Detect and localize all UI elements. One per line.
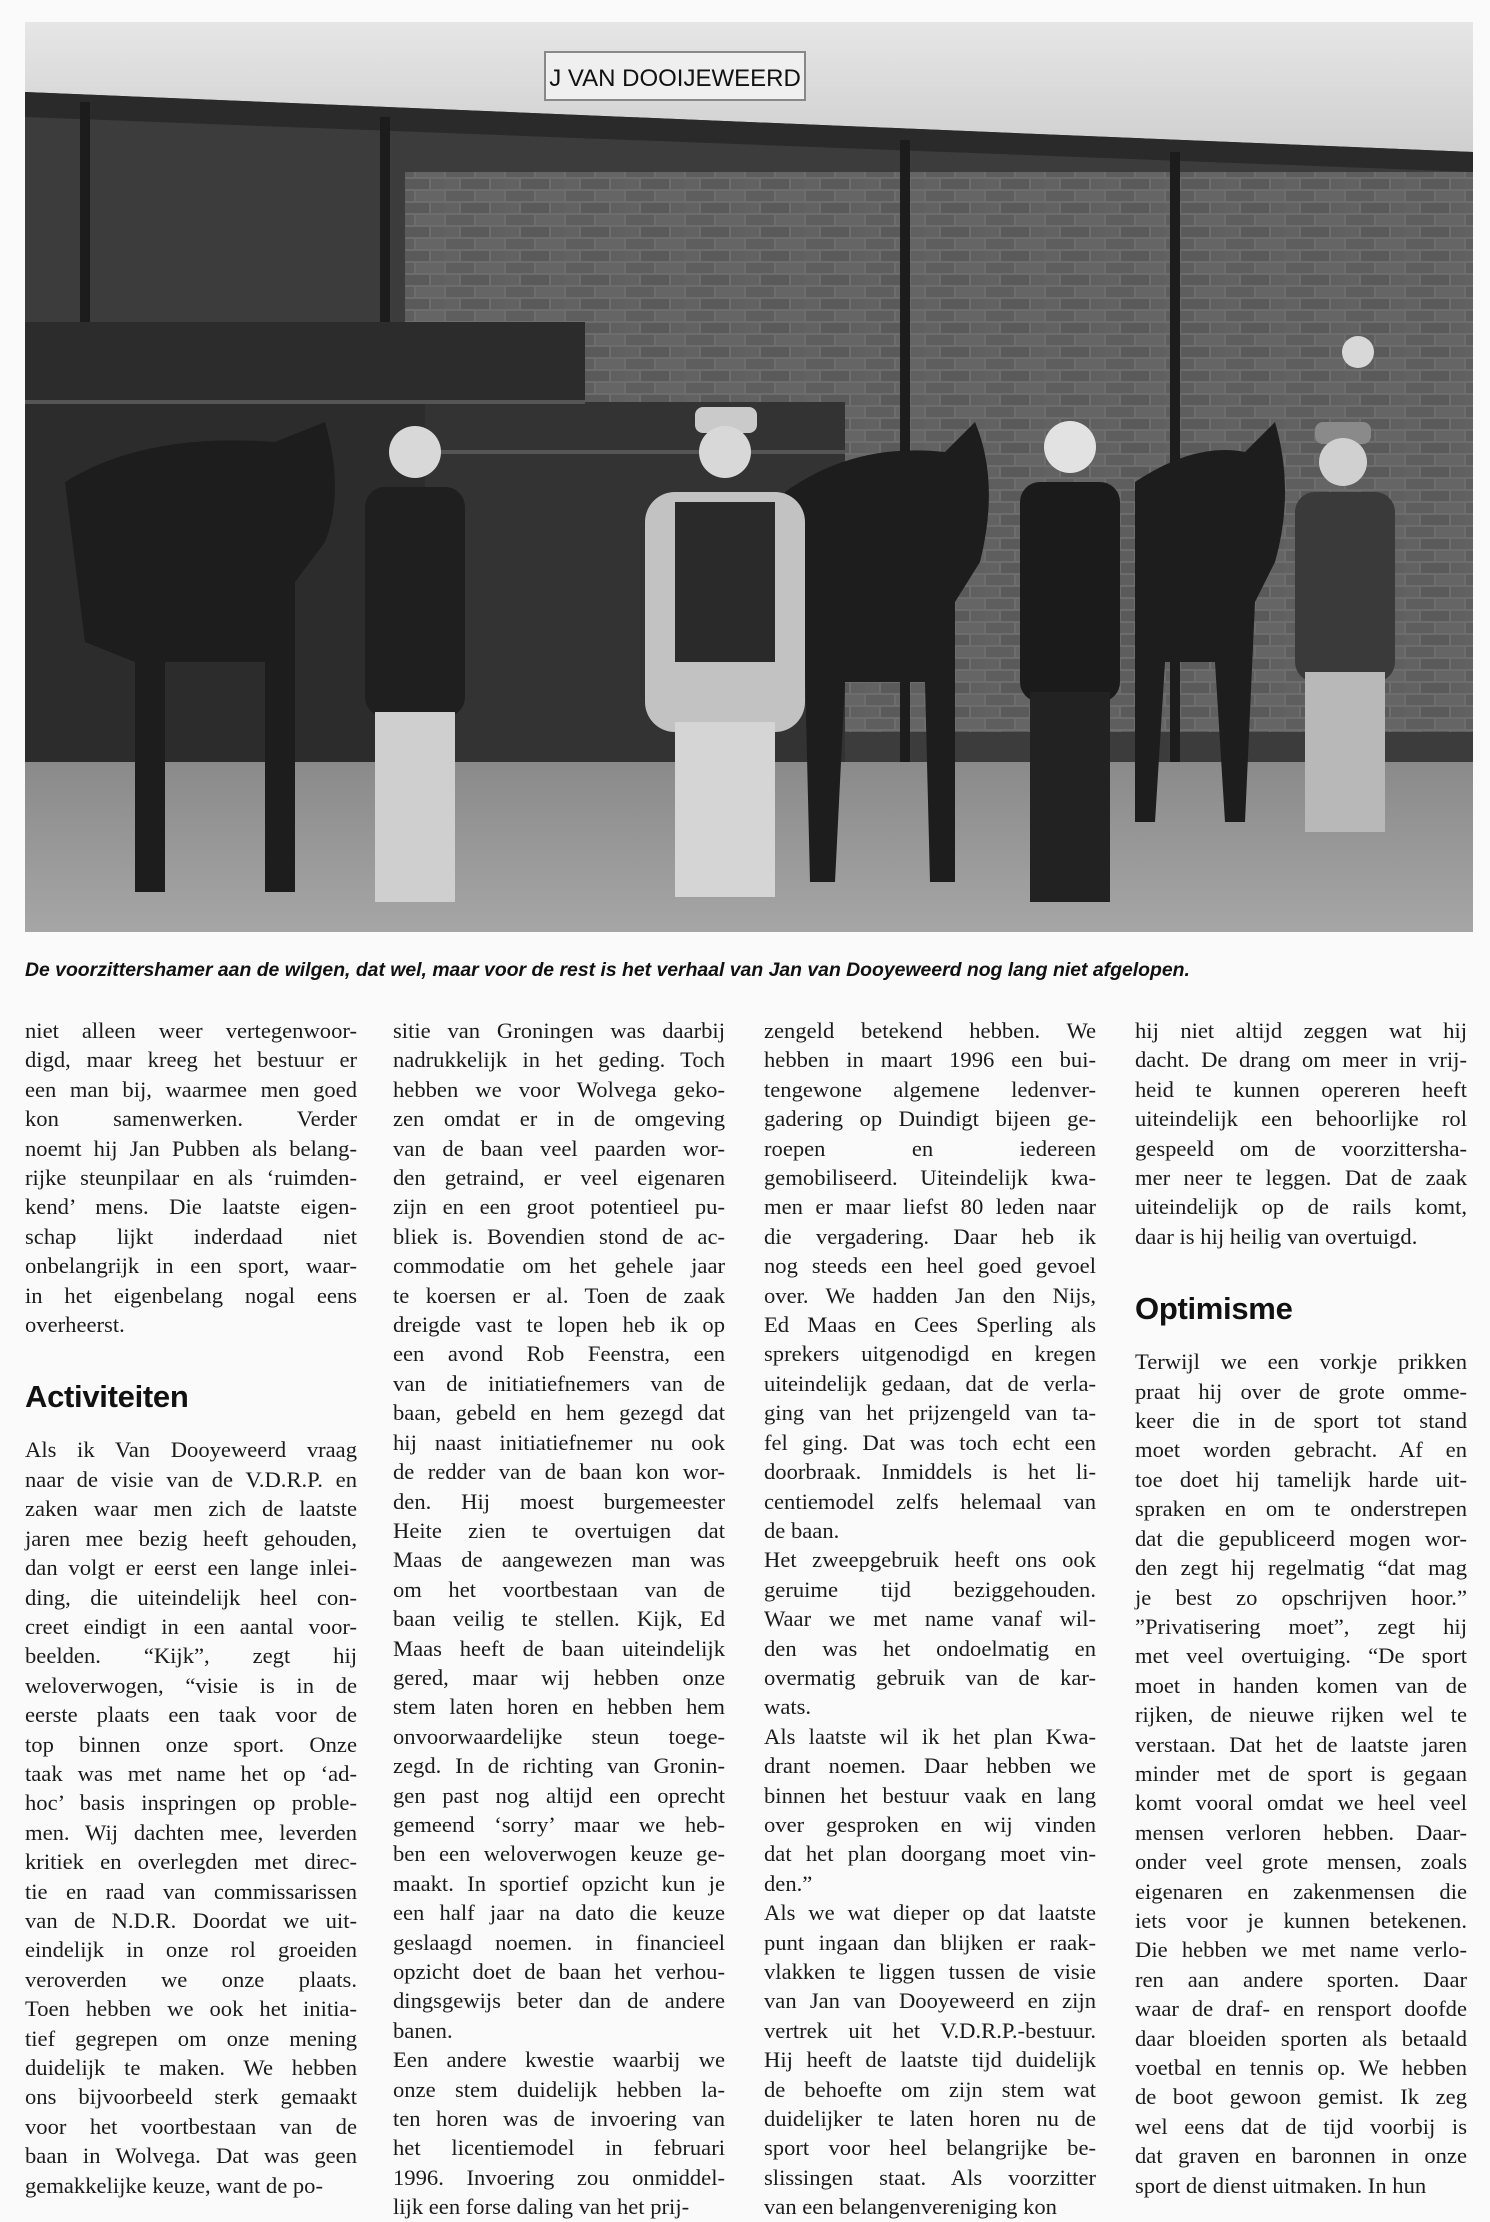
text-line: uiteindelijk op de rails komt, <box>1135 1194 1467 1220</box>
text-line: dat het plan doorgang moet vin- <box>764 1841 1096 1867</box>
text-line: Maas heeft de baan uiteindelijk <box>393 1635 725 1661</box>
text-line: je best zo opschrijven hoor.” <box>1135 1584 1467 1610</box>
text-line: dreigde vast te lopen heb ik op <box>393 1312 725 1338</box>
text-line: doorbraak. Inmiddels is het li- <box>764 1459 1096 1485</box>
text-line: drant noemen. Daar hebben we <box>764 1753 1096 1779</box>
text-line: kon samenwerken. Verder <box>25 1106 357 1132</box>
text-line: 1996. Invoering zou onmiddel- <box>393 2164 725 2190</box>
text-line: sitie van Groningen was daarbij <box>393 1018 725 1043</box>
text-line: sprekers uitgenodigd en kregen <box>764 1341 1096 1367</box>
text-line: nadrukkelijk in het geding. Toch <box>393 1047 725 1073</box>
text-line: van de initiatiefnemers van de <box>393 1370 725 1396</box>
photo-illustration <box>25 22 1473 932</box>
text-column-1 <box>25 1016 357 2200</box>
paragraph <box>764 1016 1096 1545</box>
text-line: fel ging. Dat was toch echt een <box>764 1429 1096 1455</box>
text-line: dan volgt er eerst een lange inlei- <box>25 1555 357 1581</box>
text-line: overmatig gebruik van de kar- <box>764 1664 1096 1690</box>
text-line: stem laten horen en hebben hem <box>393 1694 725 1720</box>
text-line: gemakkelijke keuze, want de po- <box>25 2172 323 2198</box>
text-line: een half jaar na dato die keuze <box>393 1900 725 1926</box>
photo-caption: De voorzittershamer aan de wilgen, dat wel, maar voor de rest is het verhaal van Jan van Dooyeweerd nog lang niet afgelopen. <box>25 959 1190 981</box>
text-line: Als we wat dieper op dat laatste <box>764 1900 1096 1926</box>
text-line: digd, maar kreeg het bestuur er <box>25 1047 357 1073</box>
paragraph <box>764 1722 1096 1898</box>
text-line: de baan. <box>764 1517 840 1543</box>
text-line: geruime tijd beziggehouden. <box>764 1576 1096 1602</box>
text-line: moet in handen komen van de <box>1135 1672 1467 1698</box>
text-line: mensen verloren hebben. Daar- <box>1135 1819 1467 1845</box>
text-line: voetbal en tennis op. We hebben <box>1135 2055 1467 2080</box>
text-line: naar de visie van de V.D.R.P. en <box>25 1466 357 1492</box>
text-line: over gesproken en wij vinden <box>764 1811 1096 1837</box>
text-line: heid te kunnen opereren heeft <box>1135 1076 1467 1102</box>
text-line: binnen het bestuur vaak en lang <box>764 1782 1096 1808</box>
text-line: van een belangenvereniging kon <box>764 2194 1057 2220</box>
text-line: zegd. In de richting van Gronin- <box>393 1753 725 1779</box>
text-line: kend’ mens. Die laatste eigen- <box>25 1194 357 1220</box>
text-line: den.” <box>764 1870 813 1896</box>
paragraph <box>764 1545 1096 1721</box>
text-line: veroverden we onze plaats. <box>25 1966 357 1992</box>
text-line: wel eens dat de tijd voorbij is <box>1135 2113 1467 2139</box>
text-line: gen past nog altijd een oprecht <box>393 1782 725 1808</box>
text-line: dat die gepubliceerd mogen wor- <box>1135 1525 1467 1551</box>
text-line: ”Privatisering moet”, zegt hij <box>1135 1613 1467 1639</box>
text-line: een avond Rob Feenstra, een <box>393 1341 725 1367</box>
text-line: opzicht doet de baan het verhou- <box>393 1959 725 1984</box>
text-line: spraken en om te onderstrepen <box>1135 1496 1467 1522</box>
text-line: uiteindelijk gedaan, dat de verla- <box>764 1370 1096 1396</box>
text-line: om het voortbestaan van de <box>393 1576 725 1602</box>
text-line: ons bijvoorbeeld sterk gemaakt <box>25 2084 357 2110</box>
text-line: Heite zien te overtuigen dat <box>393 1517 725 1543</box>
text-line: hebben we voor Wolvega geko- <box>393 1076 725 1102</box>
text-line: waar de draf- en rensport doofde <box>1135 1996 1467 2022</box>
text-line: vlakken te liggen tussen de visie <box>764 1959 1096 1984</box>
text-line: met veel overtuiging. “De sport <box>1135 1643 1467 1669</box>
text-line: een man bij, waarmee men goed <box>25 1076 357 1102</box>
text-line: roepen en iedereen <box>764 1135 1096 1161</box>
text-column-2 <box>393 1016 725 2222</box>
text-line: maakt. In sportief opzicht kun je <box>393 1870 725 1896</box>
text-line: duidelijk te maken. We hebben <box>25 2055 357 2080</box>
text-line: baan veilig te stellen. Kijk, Ed <box>393 1606 725 1632</box>
paragraph <box>393 2045 725 2221</box>
text-line: eerste plaats een taak voor de <box>25 1702 357 1728</box>
text-line: Als ik Van Dooyeweerd vraag <box>25 1437 357 1463</box>
text-column-3 <box>764 1016 1096 2222</box>
text-line: noemt hij Jan Pubben als belang- <box>25 1135 357 1161</box>
text-line: lijk een forse daling van het prij- <box>393 2194 690 2220</box>
text-line: eindelijk in onze rol groeiden <box>25 1937 357 1963</box>
text-line: het licentiemodel in februari <box>393 2135 725 2161</box>
text-line: dingsgewijs beter dan de andere <box>393 1988 725 2014</box>
text-line: Een andere kwestie waarbij we <box>393 2047 725 2073</box>
text-line: geslaagd noemen. in financieel <box>393 1929 725 1955</box>
stable-photo <box>25 22 1473 932</box>
text-line: gemobiliseerd. Uiteindelijk kwa- <box>764 1165 1096 1191</box>
text-line: Hij heeft de laatste tijd duidelijk <box>764 2047 1096 2073</box>
text-line: in het eigenbelang nogal eens <box>25 1282 357 1308</box>
text-line: de boot gewoon gemist. Ik zeg <box>1135 2084 1467 2110</box>
text-line: den. Hij moest burgemeester <box>393 1488 725 1514</box>
text-line: overheerst. <box>25 1312 125 1338</box>
text-line: zengeld betekend hebben. We <box>764 1018 1096 1043</box>
text-line: niet alleen weer vertegenwoor- <box>25 1018 357 1043</box>
text-line: zaken waar men zich de laatste <box>25 1496 357 1522</box>
paragraph <box>1135 1347 1467 2200</box>
text-line: ging van het prijzengeld van ta- <box>764 1400 1096 1426</box>
text-line: hij naast initiatiefnemer nu ook <box>393 1429 725 1455</box>
text-line: Het zweepgebruik heeft ons ook <box>764 1547 1096 1573</box>
text-line: baan, gebeld en hem gezegd dat <box>393 1400 725 1426</box>
text-line: baan in Wolvega. Dat was geen <box>25 2143 357 2169</box>
text-line: punt ingaan dan blijken er raak- <box>764 1929 1096 1955</box>
text-line: tie en raad van commissarissen <box>25 1878 357 1904</box>
text-line: ben een weloverwogen keuze ge- <box>393 1841 725 1867</box>
text-line: Die hebben we met name verlo- <box>1135 1937 1467 1963</box>
paragraph <box>25 1016 357 1339</box>
text-line: slissingen staat. Als voorzitter <box>764 2164 1096 2190</box>
text-line: moet worden gebracht. Af en <box>1135 1437 1467 1463</box>
section-heading: Optimisme <box>1135 1291 1293 1327</box>
text-line: hebben in maart 1996 een bui- <box>764 1047 1096 1073</box>
text-line: Maas de aangewezen man was <box>393 1547 725 1573</box>
text-line: wats. <box>764 1694 812 1720</box>
text-line: banen. <box>393 2017 453 2043</box>
text-line: praat hij over de grote omme- <box>1135 1378 1467 1404</box>
text-line: bliek is. Bovendien stond de ac- <box>393 1223 725 1249</box>
text-line: hij niet altijd zeggen wat hij <box>1135 1018 1467 1043</box>
section-heading: Activiteiten <box>25 1379 189 1415</box>
text-line: van de N.D.R. Doordat we uit- <box>25 1907 357 1933</box>
text-line: van de baan veel paarden wor- <box>393 1135 725 1161</box>
text-line: gespeeld om de voorzittersha- <box>1135 1135 1467 1161</box>
text-line: onder veel grote mensen, zoals <box>1135 1849 1467 1875</box>
text-line: de redder van de baan kon wor- <box>393 1459 725 1485</box>
text-line: beelden. “Kijk”, zegt hij <box>25 1643 357 1669</box>
paragraph <box>764 1898 1096 2221</box>
text-line: onbelangrijk in een sport, waar- <box>25 1253 357 1279</box>
text-line: tengewone algemene ledenver- <box>764 1076 1096 1102</box>
text-line: creet eindigt in een aantal voor- <box>25 1613 357 1639</box>
text-line: sport voor heel belangrijke be- <box>764 2135 1096 2161</box>
text-line: komt vooral omdat we heel veel <box>1135 1790 1467 1816</box>
text-line: rijke steunpilaar en als ‘ruimden- <box>25 1165 357 1191</box>
text-line: gadering op Duindigt bijeen ge- <box>764 1106 1096 1132</box>
text-line: eigenaren en zakenmensen die <box>1135 1878 1467 1904</box>
text-line: Waar we met name vanaf wil- <box>764 1606 1096 1632</box>
text-line: vertrek uit het V.D.R.P.-bestuur. <box>764 2017 1096 2043</box>
text-line: toe doet hij tamelijk harde uit- <box>1135 1466 1467 1492</box>
text-line: duidelijker te laten horen nu de <box>764 2106 1096 2132</box>
text-line: gered, maar wij hebben onze <box>393 1664 725 1690</box>
text-line: den was het ondoelmatig en <box>764 1635 1096 1661</box>
text-line: voor het voortbestaan van de <box>25 2113 357 2139</box>
text-line: de behoefte om zijn stem wat <box>764 2076 1096 2102</box>
text-line: gemeend ‘sorry’ maar we heb- <box>393 1811 725 1837</box>
text-line: tief gegrepen om onze mening <box>25 2025 357 2051</box>
text-line: daar is hij heilig van overtuigd. <box>1135 1223 1418 1249</box>
text-line: den zegt hij regelmatig “dat mag <box>1135 1555 1467 1581</box>
text-line: hoc’ basis inspringen op proble- <box>25 1790 357 1816</box>
text-line: Terwijl we een vorkje prikken <box>1135 1349 1467 1375</box>
paragraph <box>1135 1016 1467 1251</box>
text-line: Als laatste wil ik het plan Kwa- <box>764 1723 1096 1749</box>
paragraph <box>25 1435 357 2200</box>
text-line: dacht. De drang om meer in vrij- <box>1135 1047 1467 1073</box>
text-line: kritiek en overlegden met direc- <box>25 1849 357 1875</box>
text-line: zen omdat er in de omgeving <box>393 1106 725 1132</box>
text-line: zijn en een groot potentieel pu- <box>393 1194 725 1220</box>
text-line: onze stem duidelijk hebben la- <box>393 2076 725 2102</box>
text-line: mer neer te leggen. Dat de zaak <box>1135 1165 1467 1191</box>
text-line: minder met de sport is gegaan <box>1135 1760 1467 1786</box>
text-line: Ed Maas en Cees Sperling als <box>764 1312 1096 1338</box>
text-line: nog steeds een heel goed gevoel <box>764 1253 1096 1279</box>
text-line: men er maar liefst 80 leden naar <box>764 1194 1096 1220</box>
text-line: te koersen er al. Toen de zaak <box>393 1282 725 1308</box>
text-line: ding, die uiteindelijk heel con- <box>25 1584 357 1610</box>
text-line: iets voor je kunnen betekenen. <box>1135 1907 1467 1933</box>
text-column-4 <box>1135 1016 1467 2200</box>
text-line: keer die in de sport tot stand <box>1135 1408 1467 1434</box>
text-line: ten horen was de invoering van <box>393 2106 725 2132</box>
text-line: rijken, de nieuwe rijken wel te <box>1135 1702 1467 1728</box>
text-line: top binnen onze sport. Onze <box>25 1731 357 1757</box>
text-line: Toen hebben we ook het initia- <box>25 1996 357 2022</box>
text-line: daar bloeiden sporten als betaald <box>1135 2025 1467 2051</box>
text-line: die vergadering. Daar heb ik <box>764 1223 1096 1249</box>
text-line: onvoorwaardelijke steun toege- <box>393 1723 725 1749</box>
text-line: jaren mee bezig heeft gehouden, <box>25 1525 357 1551</box>
text-line: uiteindelijk een behoorlijke rol <box>1135 1106 1467 1132</box>
text-line: centiemodel zelfs helemaal van <box>764 1488 1096 1514</box>
text-line: den getraind, er veel eigenaren <box>393 1165 725 1191</box>
text-line: commodatie om het gehele jaar <box>393 1253 725 1279</box>
text-line: van Jan van Dooyeweerd en zijn <box>764 1988 1096 2014</box>
text-line: sport de dienst uitmaken. In hun <box>1135 2172 1427 2198</box>
text-line: over. We hadden Jan den Nijs, <box>764 1282 1096 1308</box>
text-line: taak was met name het op ‘ad- <box>25 1760 357 1786</box>
paragraph <box>393 1016 725 2045</box>
stable-sign: J VAN DOOIJEWEERD <box>549 65 801 92</box>
text-line: weloverwogen, “visie is in de <box>25 1672 357 1698</box>
text-line: verstaan. Dat het de laatste jaren <box>1135 1731 1467 1757</box>
text-line: schap lijkt inderdaad niet <box>25 1223 357 1249</box>
text-line: men. Wij dachten mee, leverden <box>25 1819 357 1845</box>
text-line: ren aan andere sporten. Daar <box>1135 1966 1467 1992</box>
text-line: dat graven en baronnen in onze <box>1135 2143 1467 2169</box>
